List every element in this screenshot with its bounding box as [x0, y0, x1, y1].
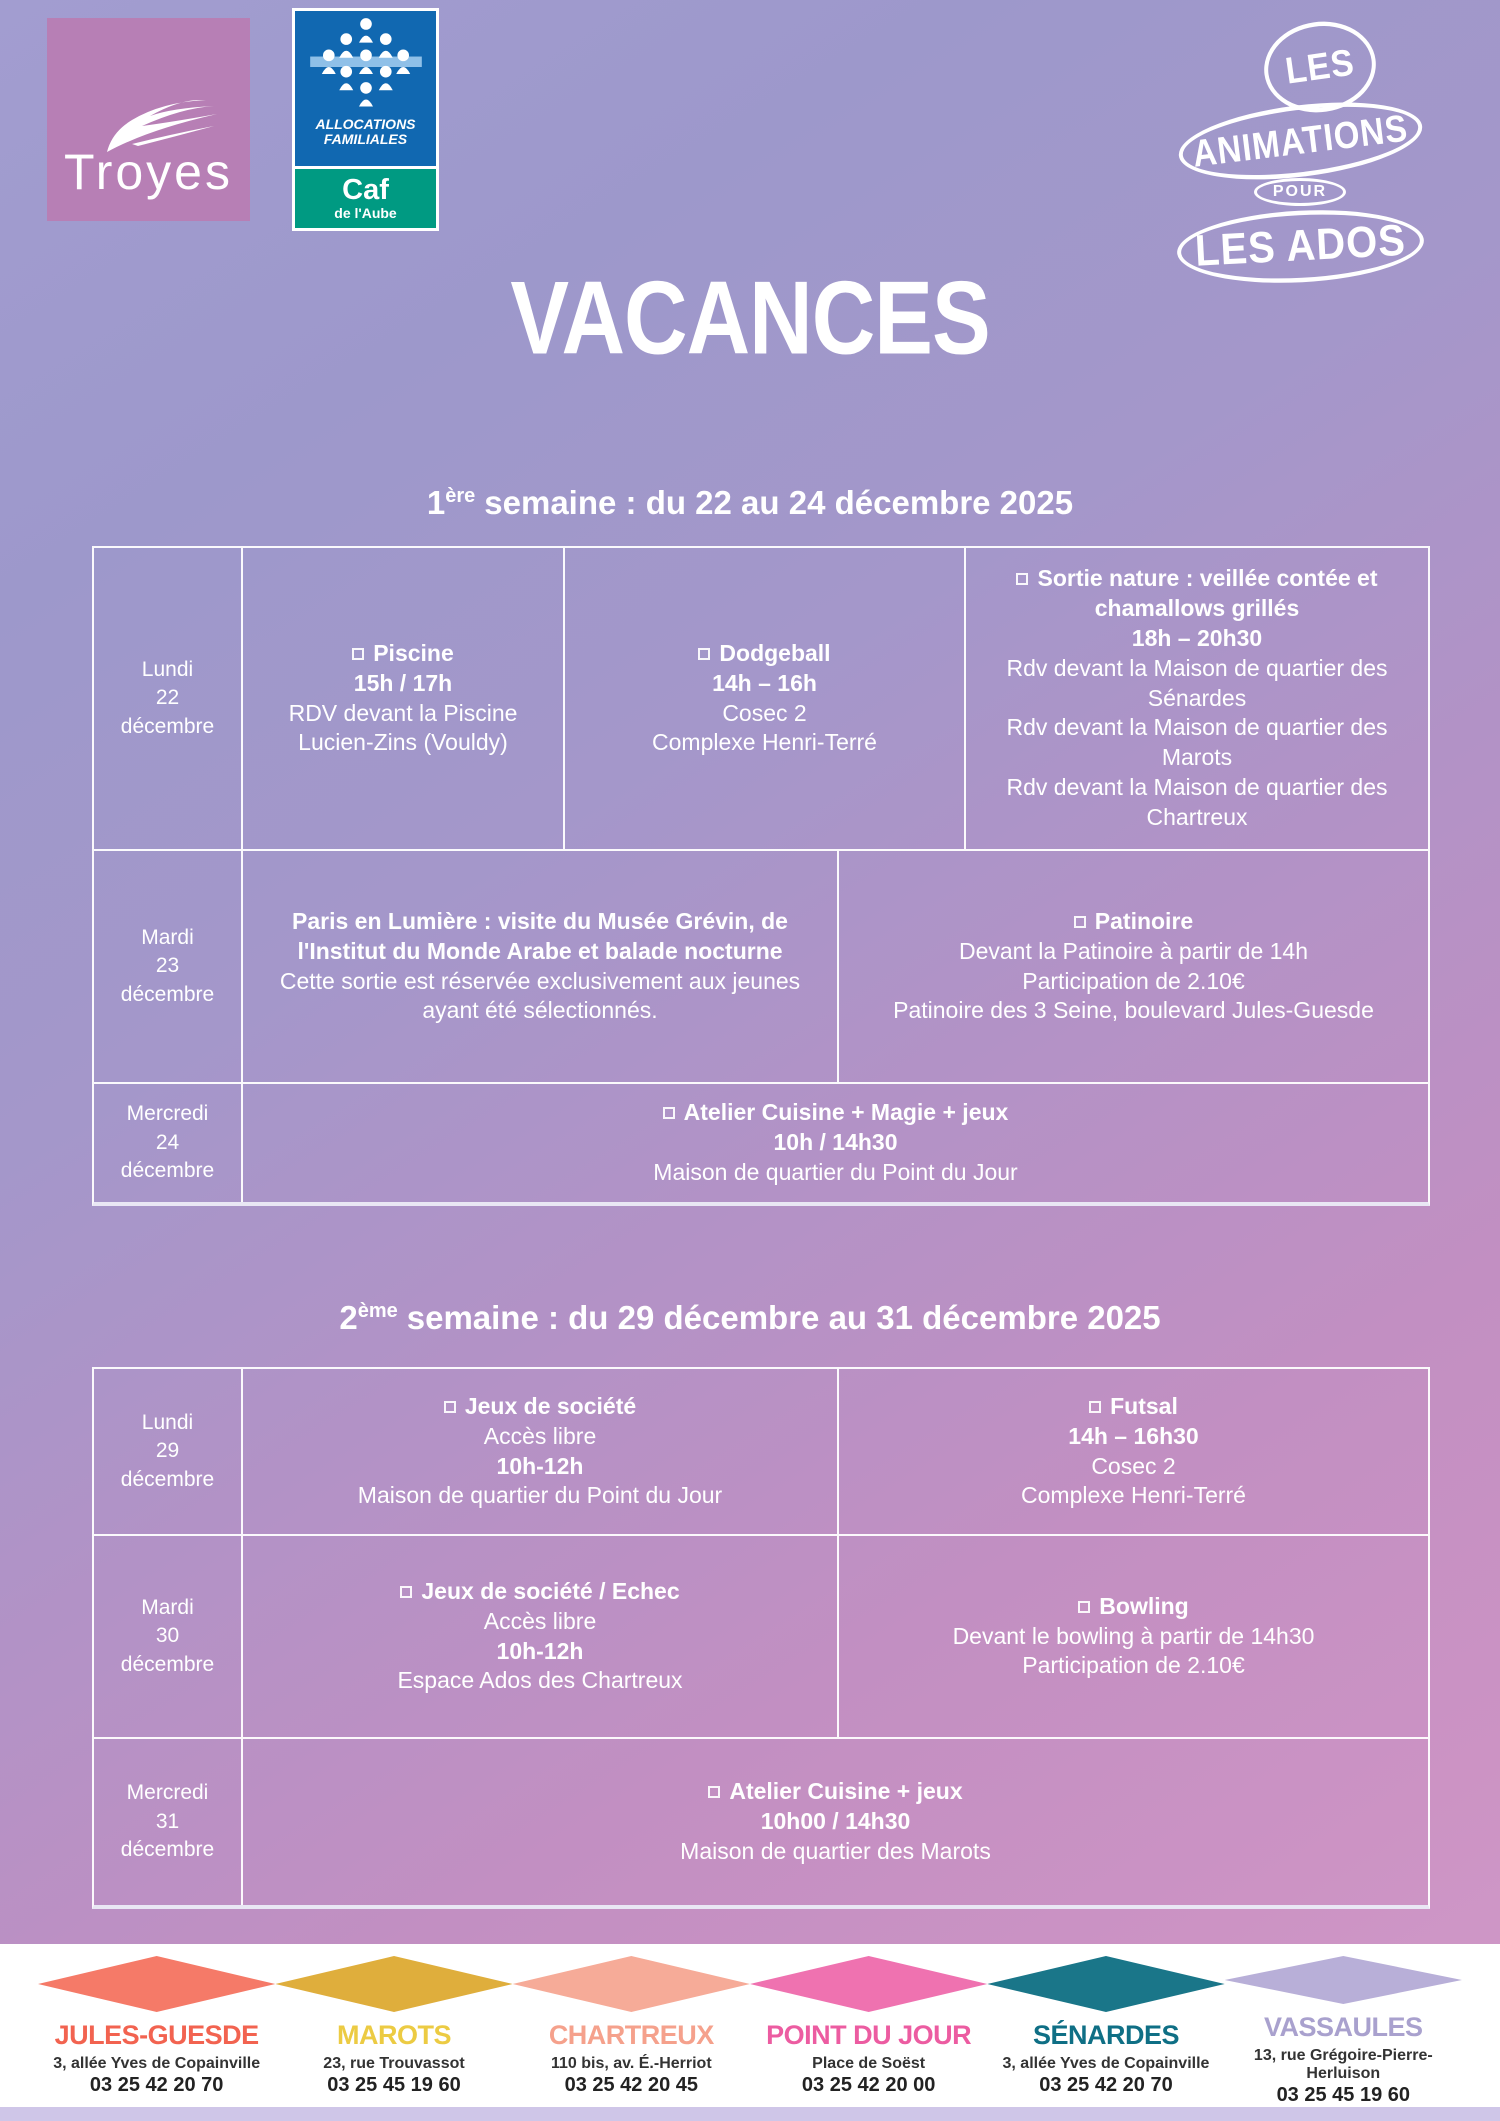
checkbox-icon	[400, 1586, 412, 1598]
location-name: POINT DU JOUR	[766, 2020, 972, 2050]
caf-region: de l'Aube	[334, 205, 397, 221]
activity-line: 18h – 20h30	[1131, 624, 1263, 651]
activity-line: 10h00 / 14h30	[760, 1808, 911, 1835]
activity-line: Rdv devant la Maison de quartier des Sénardes	[1006, 654, 1388, 711]
caf-family-icon	[307, 17, 425, 117]
checkbox-icon	[1016, 573, 1028, 585]
activity-line: Participation de 2.10€	[1022, 1652, 1245, 1679]
activity-line: Cosec 2	[1091, 1452, 1176, 1479]
activity-cell	[241, 1084, 1428, 1202]
checkbox-icon	[444, 1401, 456, 1413]
location-diamond-icon	[987, 1956, 1224, 2012]
location	[987, 1956, 1224, 2107]
week2-schedule-table	[92, 1367, 1430, 1909]
week2-heading: 2ème semaine : du 29 décembre au 31 décembre 2025	[339, 1299, 1161, 1336]
location-address: Place de Soëst	[812, 2055, 926, 2072]
locations-footer	[0, 1944, 1500, 2107]
activity-cell	[837, 851, 1428, 1082]
day-cell: Mardi 30 décembre	[120, 1595, 215, 1676]
activity-line: Maison de quartier du Point du Jour	[357, 1482, 723, 1509]
activity-line: Lucien-Zins (Vouldy)	[298, 729, 508, 756]
activity-line: Complexe Henri-Terré	[1021, 1482, 1246, 1509]
ados-logo-animations: ANIMATIONS	[1174, 91, 1425, 192]
location-phone: 03 25 42 20 70	[89, 2074, 224, 2096]
activity-line: 10h-12h	[496, 1452, 584, 1479]
activity-cell	[964, 548, 1428, 849]
checkbox-icon	[1074, 916, 1086, 928]
activity-line: Accès libre	[483, 1607, 597, 1634]
location	[275, 1956, 512, 2107]
location-phone: 03 25 45 19 60	[327, 2074, 461, 2096]
caf-name: Caf	[342, 174, 389, 206]
caf-logo	[292, 8, 439, 231]
location-diamond-icon	[1225, 1956, 1462, 2004]
activity-title: Dodgeball	[600, 639, 929, 669]
caf-familiales-label: FAMILIALES	[323, 131, 408, 148]
activity-cell	[837, 1369, 1428, 1534]
location-address: 13, rue Grégoire-Pierre-Herluison	[1253, 2047, 1433, 2082]
location	[38, 1956, 275, 2107]
activity-cell	[241, 1369, 837, 1534]
day-cell: Mercredi 31 décembre	[120, 1781, 215, 1862]
table-row	[94, 1737, 1428, 1905]
activity-title: Jeux de société / Echec	[278, 1577, 802, 1607]
activity-line: Patinoire des 3 Seine, boulevard Jules-Guesde	[893, 997, 1374, 1024]
ados-logo-les-ados: LES ADOS	[1175, 204, 1425, 288]
activity-line: 10h / 14h30	[773, 1129, 898, 1156]
activity-title: Patinoire	[874, 907, 1393, 937]
location-address: 3, allée Yves de Copainville	[53, 2055, 261, 2072]
activity-line: Cosec 2	[722, 699, 807, 726]
ados-logo-les: LES	[1258, 15, 1381, 120]
location-phone: 03 25 42 20 00	[801, 2074, 936, 2096]
checkbox-icon	[1078, 1601, 1090, 1613]
checkbox-icon	[352, 648, 364, 660]
activity-cell	[837, 1536, 1428, 1737]
location-phone: 03 25 45 19 60	[1276, 2084, 1411, 2106]
activity-title: Futsal	[874, 1392, 1393, 1422]
activity-cell	[241, 548, 563, 849]
troyes-logo	[47, 18, 250, 221]
activity-title: Paris en Lumière : visite du Musée Grévin, de l'Institut du Monde Arabe et balade nocturne	[292, 907, 788, 964]
activity-title: Atelier Cuisine + Magie + jeux	[278, 1098, 1393, 1128]
location	[513, 1956, 750, 2107]
activity-line: Maison de quartier du Point du Jour	[653, 1158, 1018, 1185]
location-address: 23, rue Trouvassot	[323, 2055, 465, 2072]
checkbox-icon	[663, 1107, 675, 1119]
ados-logo-pour: POUR	[1254, 178, 1346, 206]
activity-title: Sortie nature : veillée contée et chamallows grillés	[1001, 564, 1393, 624]
day-cell: Lundi 29 décembre	[120, 1410, 215, 1491]
activity-line: Espace Ados des Chartreux	[397, 1667, 683, 1694]
day-cell: Mardi 23 décembre	[120, 925, 215, 1006]
activity-line: 15h / 17h	[353, 669, 453, 696]
activity-title: Jeux de société	[278, 1392, 802, 1422]
activity-line: RDV devant la Piscine	[288, 699, 518, 726]
activity-cell	[241, 851, 837, 1082]
activity-line: Devant le bowling à partir de 14h30	[952, 1622, 1315, 1649]
location	[750, 1956, 987, 2107]
activity-line: Devant la Patinoire à partir de 14h	[958, 937, 1309, 964]
table-row	[94, 548, 1428, 849]
activity-line: Cette sortie est réservée exclusivement aux jeunes ayant été sélectionnés.	[279, 967, 801, 1024]
location-name: VASSAULES	[1264, 2012, 1423, 2042]
ados-logo	[1172, 26, 1428, 279]
location-name: MAROTS	[336, 2020, 451, 2050]
activity-line: 10h-12h	[496, 1637, 584, 1664]
table-row	[94, 1534, 1428, 1737]
page-title: VACANCES	[510, 259, 990, 376]
location-diamond-icon	[750, 1956, 987, 2012]
table-row	[94, 1082, 1428, 1202]
activity-title: Atelier Cuisine + jeux	[278, 1777, 1393, 1807]
activity-line: Rdv devant la Maison de quartier des Chartreux	[1006, 774, 1388, 831]
table-row	[94, 849, 1428, 1082]
table-row	[94, 1369, 1428, 1534]
activity-line: Accès libre	[483, 1422, 597, 1449]
activity-cell	[241, 1536, 837, 1737]
activity-line: Maison de quartier des Marots	[680, 1837, 991, 1864]
week1-schedule-table	[92, 546, 1430, 1206]
activity-cell	[241, 1739, 1428, 1905]
checkbox-icon	[698, 648, 710, 660]
location-name: SÉNARDES	[1032, 2020, 1179, 2050]
troyes-logo-text: Troyes	[64, 144, 233, 200]
activity-title: Piscine	[278, 639, 528, 669]
activity-line: 14h – 16h30	[1068, 1422, 1199, 1449]
location-name: JULES-GUESDE	[54, 2020, 259, 2050]
location-diamond-icon	[275, 1956, 512, 2012]
activity-title: Bowling	[874, 1592, 1393, 1622]
activity-line: 14h – 16h	[712, 669, 817, 696]
checkbox-icon	[1089, 1401, 1101, 1413]
location-diamond-icon	[38, 1956, 275, 2012]
caf-allocations-label: ALLOCATIONS	[315, 116, 416, 132]
location-address: 110 bis, av. É.-Herriot	[550, 2055, 712, 2072]
week1-heading: 1ère semaine : du 22 au 24 décembre 2025	[426, 484, 1074, 521]
activity-line: Complexe Henri-Terré	[652, 729, 877, 756]
location	[1225, 1956, 1462, 2107]
bottom-strip	[0, 2107, 1500, 2121]
location-phone: 03 25 42 20 45	[564, 2074, 699, 2096]
location-address: 3, allée Yves de Copainville	[1002, 2055, 1210, 2072]
activity-line: Participation de 2.10€	[1022, 967, 1245, 994]
checkbox-icon	[708, 1786, 720, 1798]
location-phone: 03 25 42 20 70	[1039, 2074, 1173, 2096]
caf-logo-blue-panel	[295, 11, 436, 166]
location-diamond-icon	[513, 1956, 750, 2012]
day-cell: Mercredi 24 décembre	[120, 1102, 215, 1183]
activity-line: Rdv devant la Maison de quartier des Marots	[1006, 714, 1388, 771]
day-cell: Lundi 22 décembre	[120, 657, 215, 738]
location-name: CHARTREUX	[548, 2020, 714, 2050]
activity-cell	[563, 548, 964, 849]
caf-logo-green-panel	[295, 166, 436, 228]
